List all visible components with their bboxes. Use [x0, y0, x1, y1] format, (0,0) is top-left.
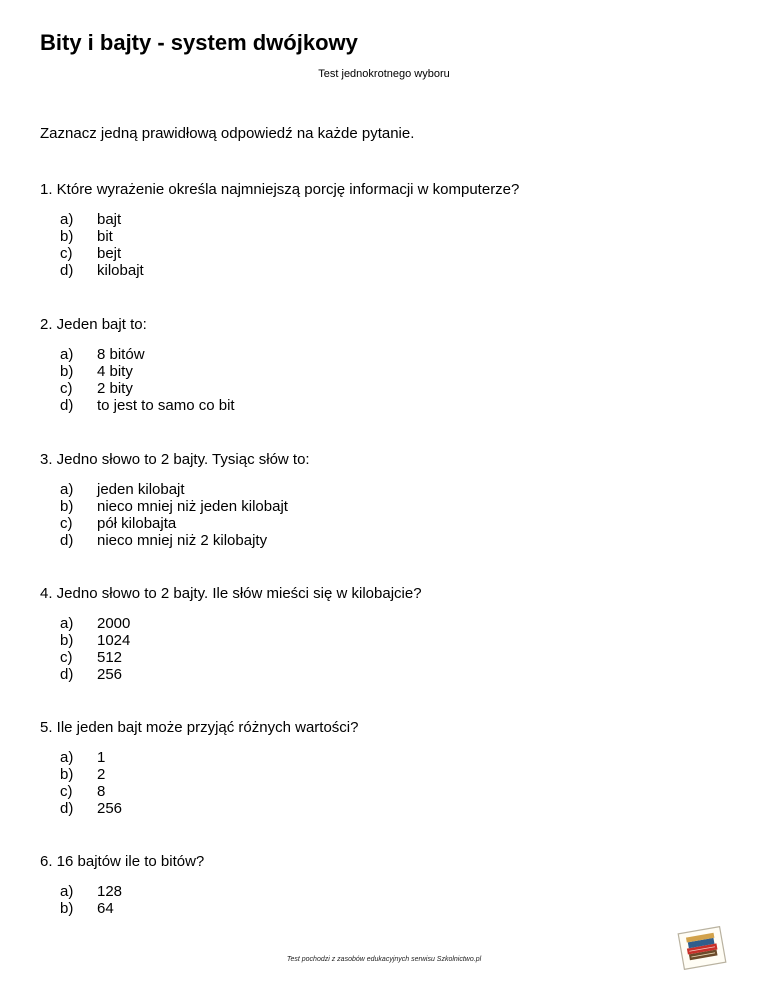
- answer-text: 8: [97, 783, 106, 800]
- answer-letter: b): [60, 498, 74, 515]
- answer-option[interactable]: [60, 532, 310, 549]
- answer-option[interactable]: [60, 228, 519, 245]
- question-2: [40, 316, 235, 414]
- answer-option[interactable]: [60, 649, 422, 666]
- instruction-text: Zaznacz jedną prawidłową odpowiedź na każde pytanie.: [40, 125, 415, 142]
- question-1: [40, 181, 519, 279]
- answer-text: bit: [97, 228, 113, 245]
- question-text: 2. Jeden bajt to:: [40, 316, 147, 333]
- footer-source-note: Test pochodzi z zasobów edukacyjnych serwisu Szkolnictwo.pl: [286, 956, 482, 963]
- question-5: [40, 719, 358, 817]
- answer-option[interactable]: [60, 211, 519, 228]
- answer-option[interactable]: [60, 615, 422, 632]
- answer-letter: d): [60, 666, 74, 683]
- answer-letter: c): [60, 649, 73, 666]
- answer-text: 2000: [97, 615, 131, 632]
- answer-option[interactable]: [60, 766, 358, 783]
- answer-letter: b): [60, 766, 74, 783]
- answer-option[interactable]: [60, 749, 358, 766]
- answer-list: [60, 211, 519, 279]
- answer-letter: b): [60, 228, 74, 245]
- question-3: [40, 451, 310, 549]
- answer-option[interactable]: [60, 481, 310, 498]
- answer-letter: a): [60, 481, 74, 498]
- answer-text: 1024: [97, 632, 131, 649]
- answer-option[interactable]: [60, 262, 519, 279]
- answer-text: 8 bitów: [97, 346, 145, 363]
- answer-option[interactable]: [60, 783, 358, 800]
- answer-text: 2 bity: [97, 380, 133, 397]
- answer-option[interactable]: [60, 363, 235, 380]
- question-text: 4. Jedno słowo to 2 bajty. Ile słów mieści się w kilobajcie?: [40, 585, 422, 602]
- answer-letter: d): [60, 262, 74, 279]
- answer-list: [60, 481, 310, 549]
- answer-letter: d): [60, 800, 74, 817]
- answer-letter: b): [60, 363, 74, 380]
- answer-option[interactable]: [60, 632, 422, 649]
- answer-text: 2: [97, 766, 106, 783]
- answer-option[interactable]: [60, 245, 519, 262]
- question-text: 3. Jedno słowo to 2 bajty. Tysiąc słów to:: [40, 451, 310, 468]
- answer-letter: b): [60, 632, 74, 649]
- answer-letter: c): [60, 515, 73, 532]
- answer-letter: c): [60, 245, 73, 262]
- answer-option[interactable]: [60, 380, 235, 397]
- answer-option[interactable]: [60, 900, 204, 917]
- answer-text: nieco mniej niż jeden kilobajt: [97, 498, 288, 515]
- answer-list: [60, 346, 235, 414]
- answer-text: 256: [97, 800, 123, 817]
- page-title: Bity i bajty - system dwójkowy: [40, 30, 358, 55]
- answer-text: 256: [97, 666, 123, 683]
- answer-text: 64: [97, 900, 114, 917]
- answer-letter: a): [60, 346, 74, 363]
- answer-option[interactable]: [60, 346, 235, 363]
- answer-letter: a): [60, 883, 74, 900]
- answer-option[interactable]: [60, 498, 310, 515]
- answer-letter: a): [60, 211, 74, 228]
- answer-text: to jest to samo co bit: [97, 397, 235, 414]
- answer-text: kilobajt: [97, 262, 144, 279]
- answer-option[interactable]: [60, 397, 235, 414]
- answer-option[interactable]: [60, 883, 204, 900]
- answer-text: 128: [97, 883, 123, 900]
- answer-text: jeden kilobajt: [97, 481, 185, 498]
- answer-letter: c): [60, 380, 73, 397]
- books-stack-icon: [677, 926, 727, 970]
- question-text: 5. Ile jeden bajt może przyjąć różnych wartości?: [40, 719, 359, 736]
- answer-option[interactable]: [60, 515, 310, 532]
- answer-list: [60, 615, 422, 683]
- answer-list: [60, 749, 358, 817]
- answer-text: pół kilobajta: [97, 515, 177, 532]
- answer-option[interactable]: [60, 800, 358, 817]
- answer-option[interactable]: [60, 666, 422, 683]
- question-6: [40, 853, 204, 917]
- question-text: 6. 16 bajtów ile to bitów?: [40, 853, 205, 870]
- answer-letter: a): [60, 615, 74, 632]
- answer-text: bejt: [97, 245, 122, 262]
- answer-letter: c): [60, 783, 73, 800]
- answer-letter: d): [60, 532, 74, 549]
- answer-letter: d): [60, 397, 74, 414]
- answer-text: nieco mniej niż 2 kilobajty: [97, 532, 268, 549]
- answer-list: [60, 883, 204, 917]
- question-text: 1. Które wyrażenie określa najmniejszą porcję informacji w komputerze?: [40, 181, 520, 198]
- answer-text: 1: [97, 749, 106, 766]
- answer-letter: a): [60, 749, 74, 766]
- answer-letter: b): [60, 900, 74, 917]
- answer-text: 4 bity: [97, 363, 133, 380]
- answer-text: 512: [97, 649, 123, 666]
- question-4: [40, 585, 422, 683]
- answer-text: bajt: [97, 211, 122, 228]
- page-subtitle: Test jednokrotnego wyboru: [318, 68, 450, 80]
